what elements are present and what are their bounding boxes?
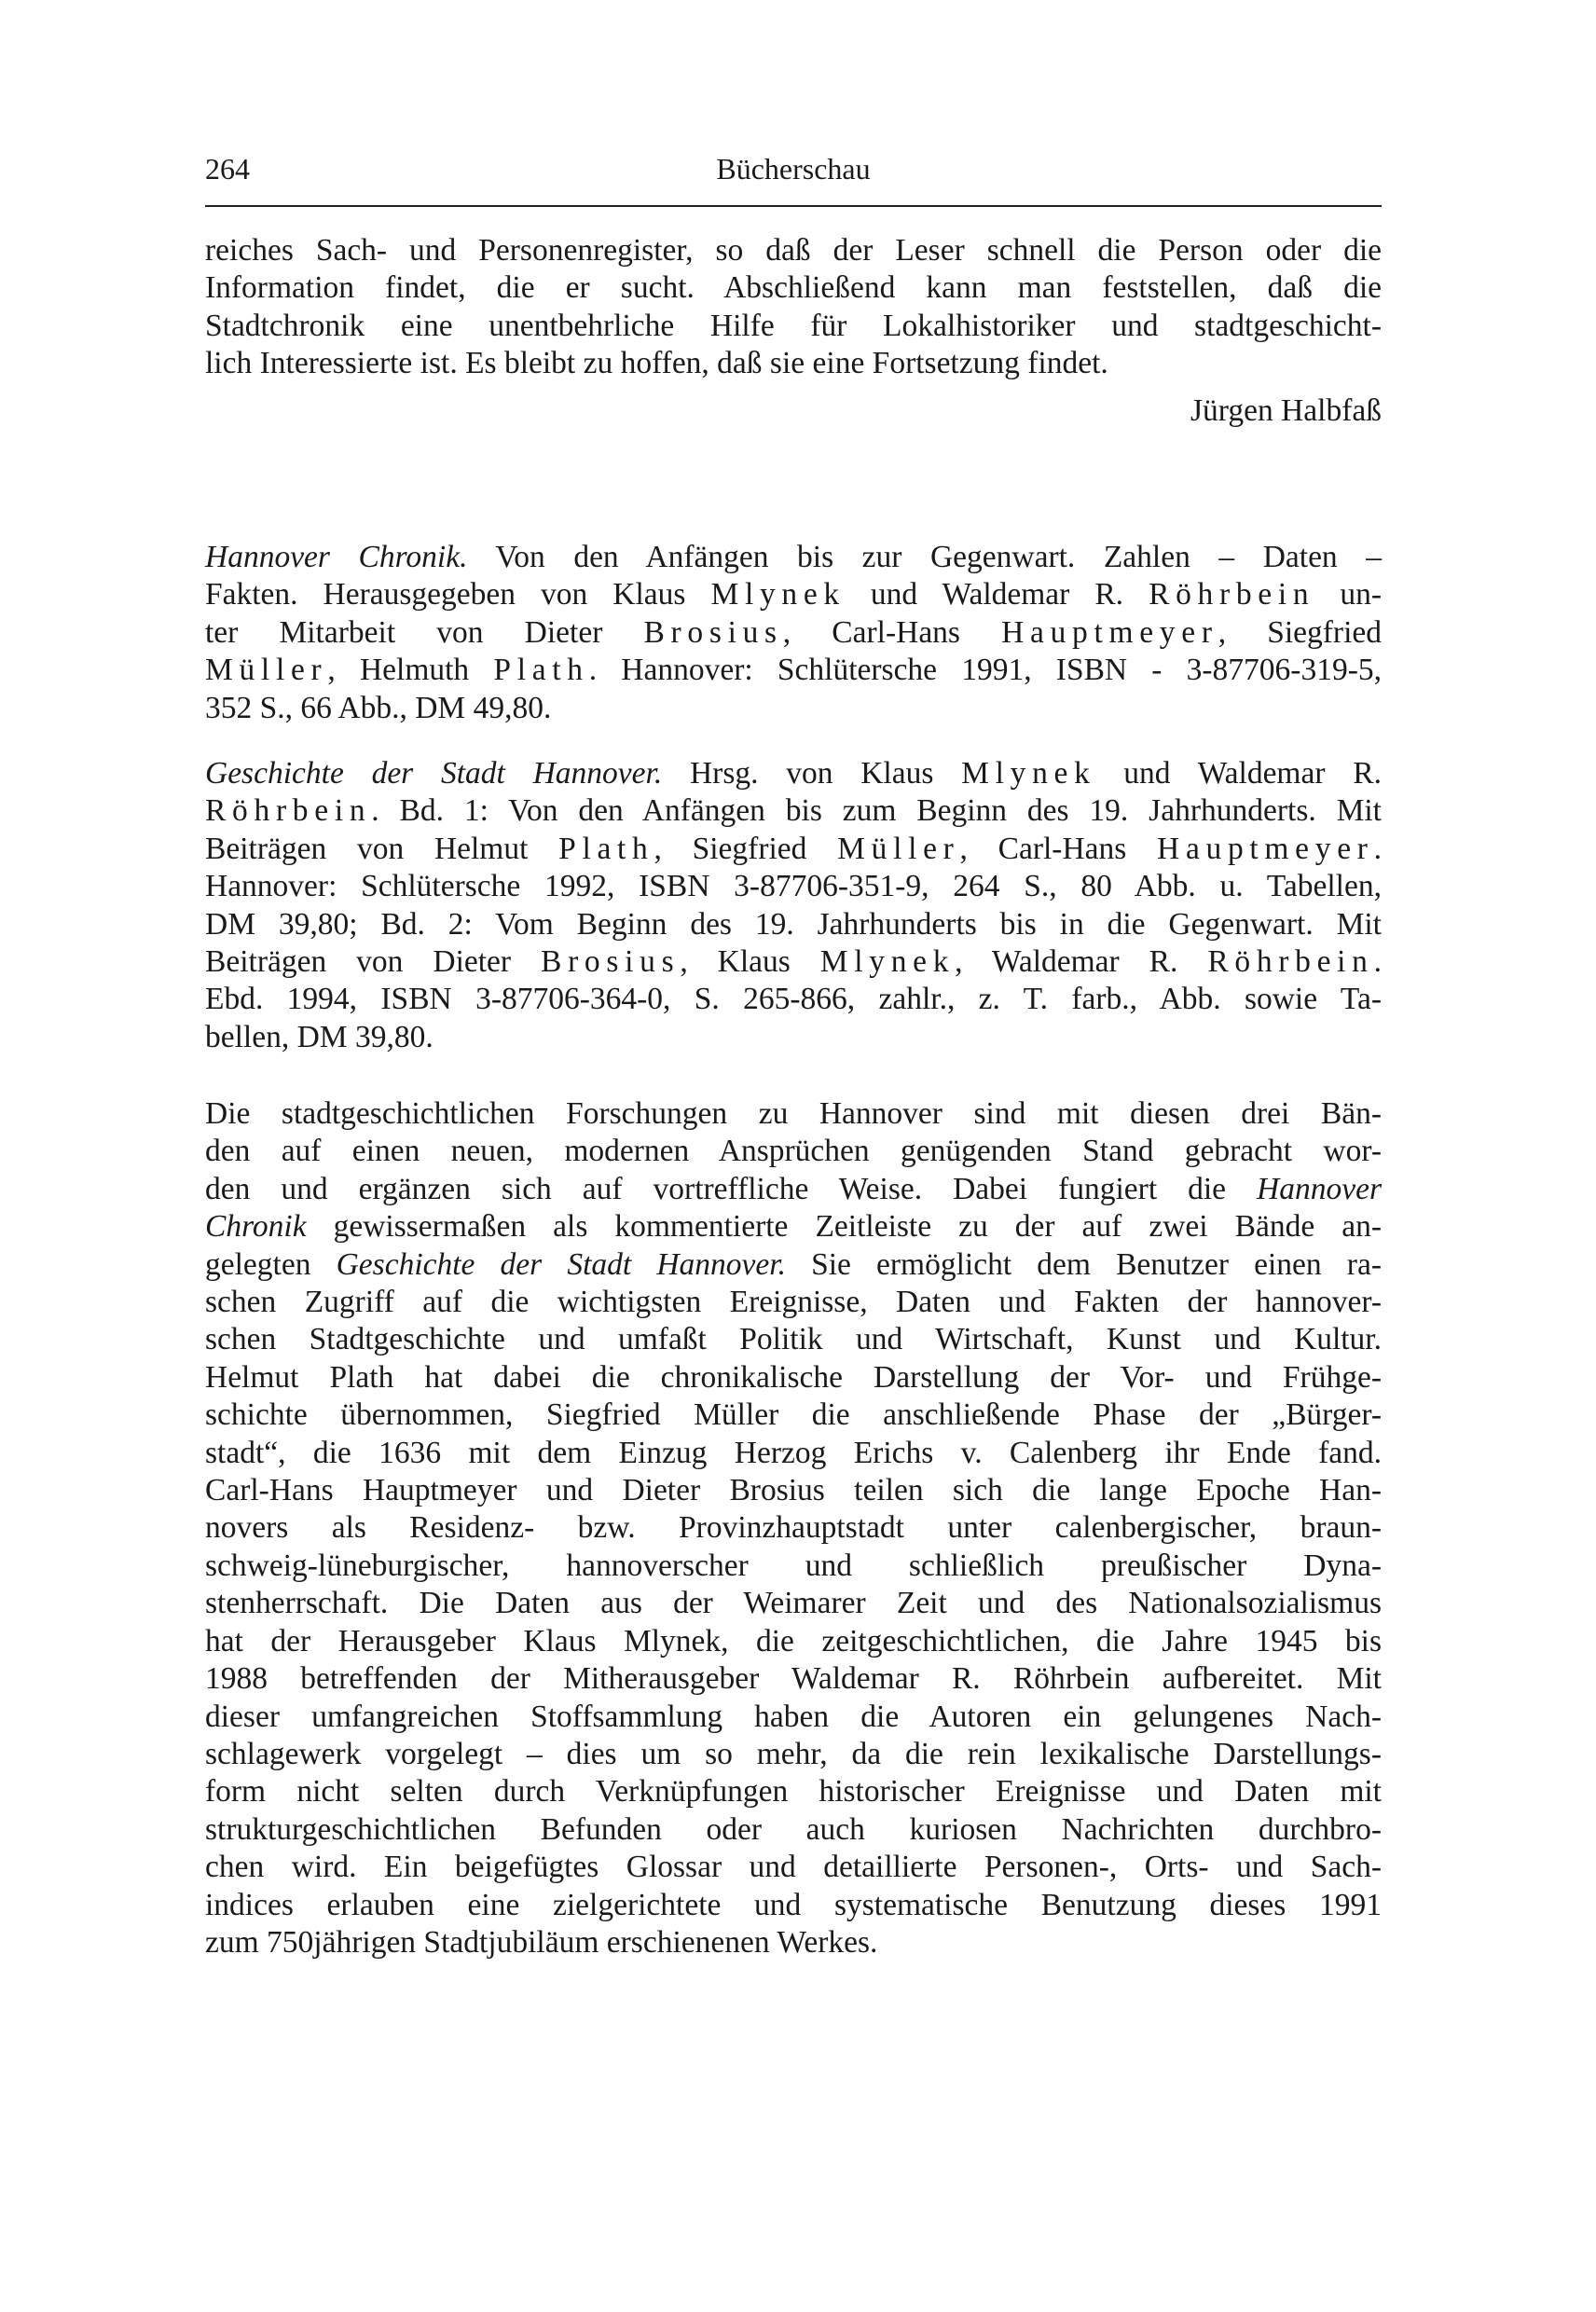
text-line: schlagewerk vorgelegt – dies um so mehr, da die rein lexikalische Darstellungs- <box>205 1736 1382 1771</box>
text-run: Von den Anfängen bis zur Gegenwart. Zahlen – Daten – <box>467 540 1382 574</box>
text-run: gewissermaßen als kommentierte Zeitleiste zu der auf zwei Bände an- <box>306 1209 1382 1245</box>
text-run: , Carl-Hans <box>782 614 1002 650</box>
editor-name: Mlynek <box>961 756 1096 791</box>
contributor-name: Plath <box>558 831 654 866</box>
text-line <box>205 792 1382 830</box>
book-title-reference: Chronik <box>205 1209 307 1245</box>
bibliographic-entry-2 <box>205 755 1382 1056</box>
contributor-name: Hauptmeyer <box>1001 614 1218 650</box>
text-line: dieser umfangreichen Stoffsammlung haben die Autoren ein gelungenes Nach- <box>205 1699 1382 1734</box>
contributor-name: Müller <box>205 653 328 688</box>
text-run: , Klaus <box>680 944 820 980</box>
text-run: , Carl-Hans <box>959 831 1158 866</box>
text-line: Die stadtgeschichtlichen Forschungen zu Hannover sind mit diesen drei Bän- <box>205 1096 1382 1131</box>
text-line: schichte übernommen, Siegfried Müller die anschließende Phase der „Bürger- <box>205 1397 1382 1433</box>
text-line: hat der Herausgeber Klaus Mlynek, die zeitgeschichtlichen, die Jahre 1945 bis <box>205 1623 1382 1658</box>
book-title: Geschichte der Stadt Hannover. <box>205 756 663 791</box>
text-line <box>205 755 1382 792</box>
text-run: und Waldemar R. <box>845 577 1149 612</box>
text-line <box>205 614 1382 652</box>
page-header <box>205 152 1382 193</box>
text-line: novers als Residenz- bzw. Provinzhauptstadt unter calenbergischer, braun- <box>205 1510 1382 1546</box>
text-line: chen wird. Ein beigefügtes Glossar und detaillierte Personen-, Orts- und Sach- <box>205 1850 1382 1885</box>
book-title: Hannover Chronik. <box>205 540 468 574</box>
editor-name: Mlynek <box>710 577 846 612</box>
text-line: 1988 betreffenden der Mitherausgeber Waldemar R. Röhrbein aufbereitet. Mit <box>205 1661 1382 1697</box>
text-line <box>205 1171 1382 1208</box>
text-run: . <box>1373 944 1382 980</box>
text-line <box>205 943 1382 981</box>
contributor-name: Plath <box>493 653 589 688</box>
text-run: , Siegfried <box>1218 614 1382 650</box>
text-run: . <box>1373 831 1382 866</box>
text-run: ter Mitarbeit von Dieter <box>205 614 644 650</box>
bibliographic-entry-1 <box>205 539 1382 727</box>
text-line: schen Stadtgeschichte und umfaßt Politik und Wirtschaft, Kunst und Kultur. <box>205 1322 1382 1357</box>
text-line: Hannover: Schlütersche 1992, ISBN 3-87706-351-9, 264 S., 80 Abb. u. Tabellen, <box>205 869 1382 904</box>
text-line: 352 S., 66 Abb., DM 49,80. <box>205 690 552 725</box>
text-run: gelegten <box>205 1246 337 1282</box>
editor-name: Röhrbein <box>205 793 372 829</box>
text-line: stenherrschaft. Die Daten aus der Weimarer Zeit und des Nationalsozialismus <box>205 1586 1382 1621</box>
text-run: Beiträgen von Helmut <box>205 831 559 866</box>
text-line: Information findet, die er sucht. Abschließend kann man feststellen, daß die <box>205 270 1382 306</box>
text-line <box>205 1246 1382 1284</box>
text-line <box>205 539 1382 576</box>
editor-name: Röhrbein <box>1149 577 1315 612</box>
text-run: und Waldemar R. <box>1095 756 1382 791</box>
text-line: form nicht selten durch Verknüpfungen historischer Ereignisse und Daten mit <box>205 1774 1382 1810</box>
text-run: . Hannover: Schlütersche 1991, ISBN - 3-87706-319-5, <box>588 653 1382 688</box>
running-title: Bücherschau <box>716 152 871 186</box>
text-run: , Siegfried <box>654 831 838 866</box>
text-line: strukturgeschichtlichen Befunden oder auch kuriosen Nachrichten durchbro- <box>205 1811 1382 1847</box>
text-line <box>205 1208 1382 1245</box>
text-run: un- <box>1314 577 1383 612</box>
contributor-name: Mlynek <box>819 944 956 980</box>
text-run: , Waldemar R. <box>955 944 1208 980</box>
text-run: Hrsg. von Klaus <box>662 756 962 791</box>
text-line: Helmut Plath hat dabei die chronikalische Darstellung der Vor- und Frühge- <box>205 1359 1382 1395</box>
text-line: Carl-Hans Hauptmeyer und Dieter Brosius teilen sich die lange Epoche Han- <box>205 1473 1382 1508</box>
header-rule <box>205 205 1382 207</box>
text-line: den auf einen neuen, modernen Ansprüchen genügenden Stand gebracht wor- <box>205 1134 1382 1169</box>
text-line: stadt“, die 1636 mit dem Einzug Herzog Erichs v. Calenberg ihr Ende fand. <box>205 1435 1382 1470</box>
text-line: schen Zugriff auf die wichtigsten Ereignisse, Daten und Fakten der hannover- <box>205 1285 1382 1320</box>
text-line: Ebd. 1994, ISBN 3-87706-364-0, S. 265-866, zahlr., z. T. farb., Abb. sowie Ta- <box>205 982 1382 1017</box>
text-line <box>205 652 1382 689</box>
text-run: . Bd. 1: Von den Anfängen bis zum Beginn des 19. Jahrhunderts. Mit <box>371 793 1382 829</box>
text-run: Sie ermöglicht dem Benutzer einen ra- <box>785 1246 1382 1282</box>
text-line: lich Interessierte ist. Es bleibt zu hoffen, daß sie eine Fortsetzung findet. <box>205 346 1108 381</box>
text-line: bellen, DM 39,80. <box>205 1019 433 1054</box>
text-line: reiches Sach- und Personenregister, so daß der Leser schnell die Person oder die <box>205 233 1382 268</box>
contributor-name: Brosius <box>643 614 783 650</box>
text-line: schweig-lüneburgischer, hannoverscher und schließlich preußischer Dyna- <box>205 1548 1382 1583</box>
text-line: DM 39,80; Bd. 2: Vom Beginn des 19. Jahrhunderts bis in die Gegenwart. Mit <box>205 906 1382 942</box>
contributor-name: Brosius <box>541 944 681 980</box>
text-run: , Helmuth <box>327 653 494 688</box>
contributor-name: Hauptmeyer <box>1157 831 1374 866</box>
book-title-reference: Hannover <box>1257 1171 1382 1206</box>
text-line <box>205 831 1382 868</box>
page-number: 264 <box>205 152 250 186</box>
text-line: Stadtchronik eine unentbehrliche Hilfe für Lokalhistoriker und stadtgeschicht- <box>205 308 1382 343</box>
text-line: indices erlauben eine zielgerichtete und systematische Benutzung dieses 1991 <box>205 1887 1382 1922</box>
reviewer-signature: Jürgen Halbfaß <box>1190 392 1382 428</box>
continued-review <box>205 232 1382 430</box>
text-line <box>205 576 1382 613</box>
contributor-name: Müller <box>837 831 960 866</box>
review-body <box>205 1095 1382 1961</box>
contributor-name: Röhrbein <box>1207 944 1374 980</box>
text-line: zum 750jährigen Stadtjubiläum erschienenen Werkes. <box>205 1924 878 1960</box>
text-run: Fakten. Herausgegeben von Klaus <box>205 577 711 612</box>
book-title-reference: Geschichte der Stadt Hannover. <box>336 1246 786 1282</box>
text-run: den und ergänzen sich auf vortreffliche Weise. Dabei fungiert die <box>205 1171 1258 1206</box>
text-run: Beiträgen von Dieter <box>205 944 542 980</box>
